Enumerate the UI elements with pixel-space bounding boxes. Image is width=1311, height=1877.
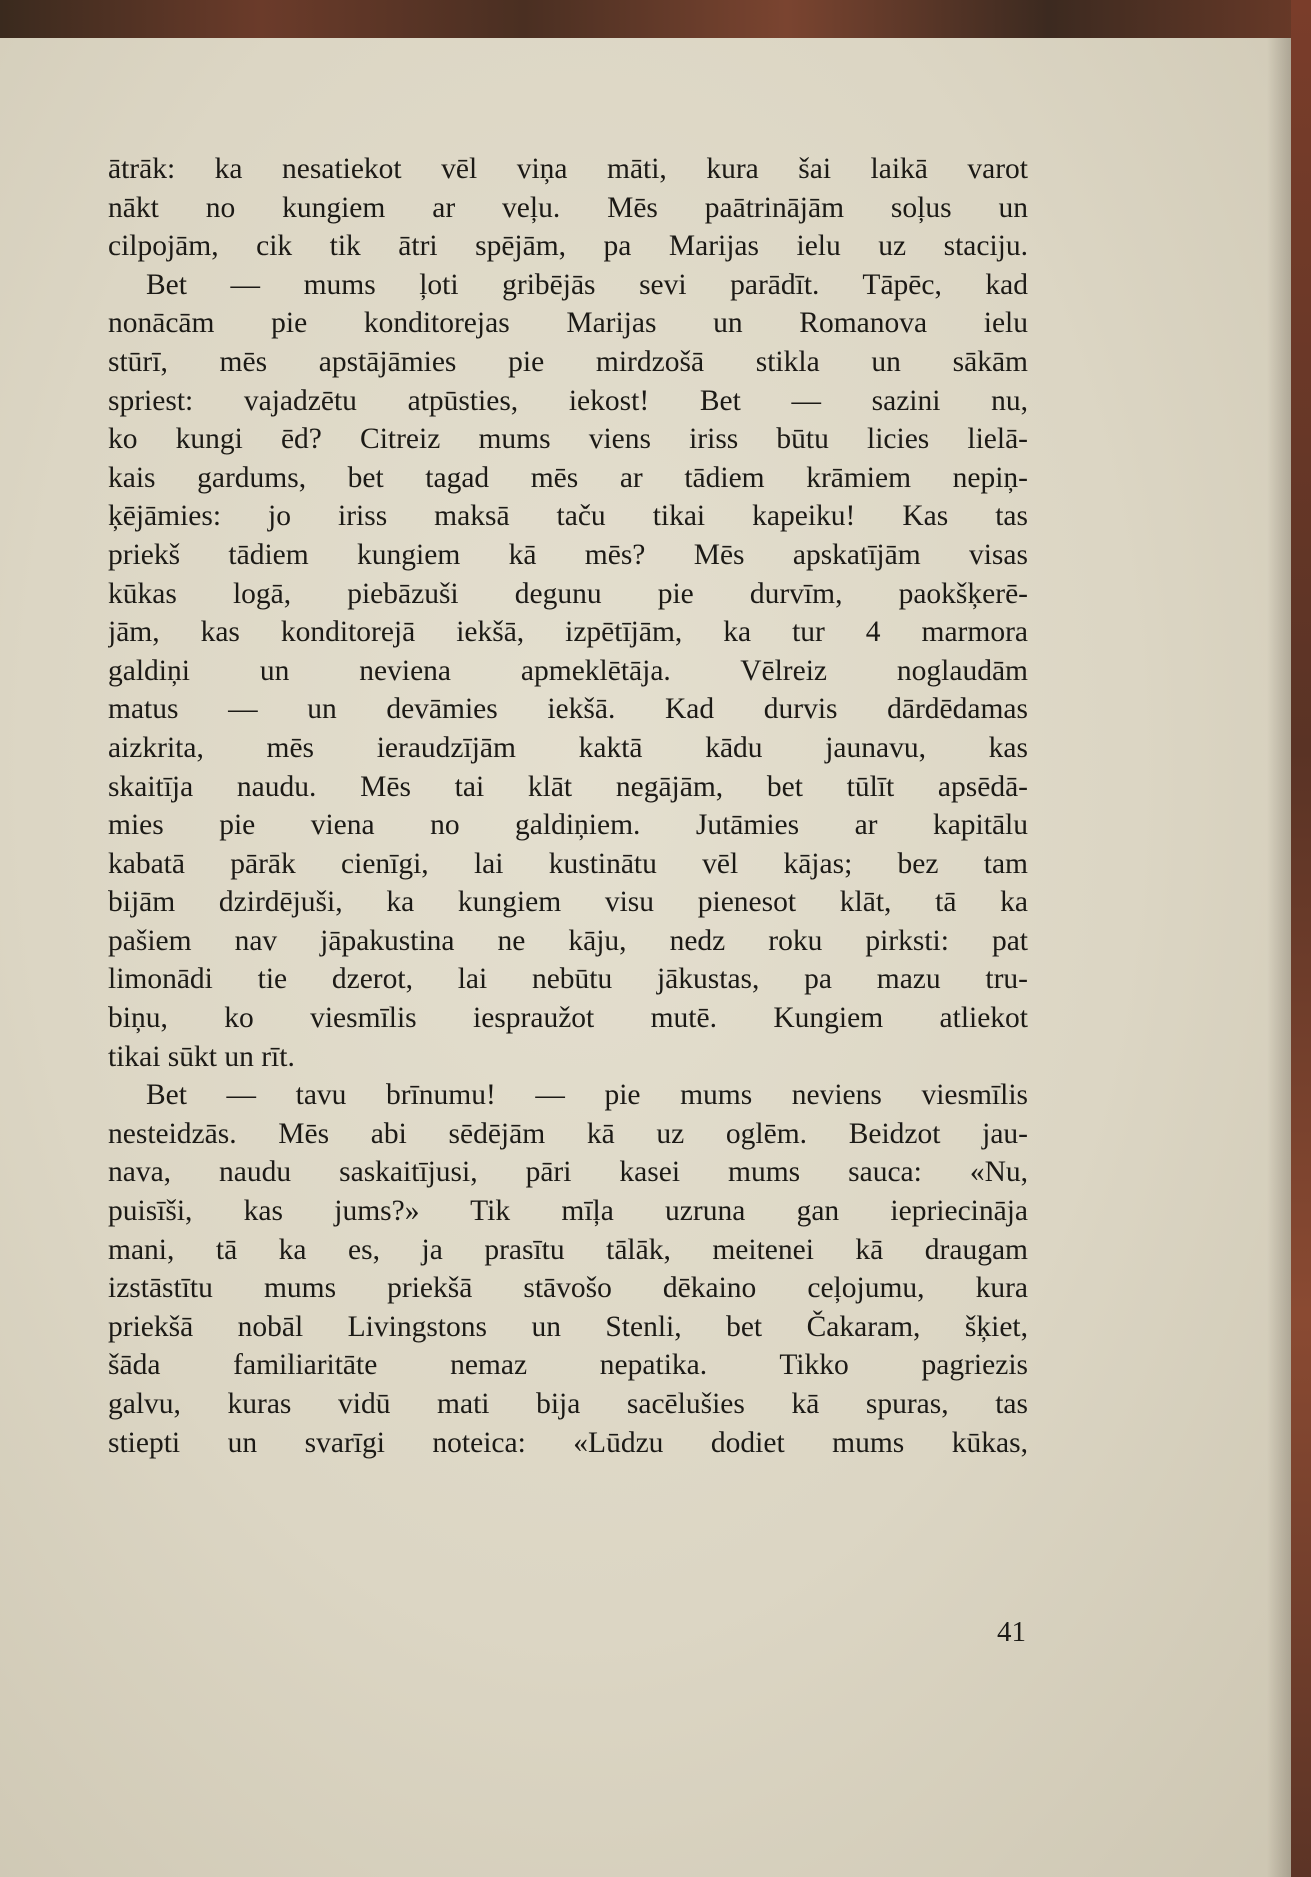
text-line: cilpojām, cik tik ātri spējām, pa Marijas ielu uz staciju. [108, 230, 1028, 263]
text-line: biņu, ko viesmīlis iesprаužot mutē. Kungiem atliekot [108, 1002, 1028, 1035]
text-line: priekšā nobāl Livingstons un Stenli, bet Čakaram, šķiet, [108, 1310, 1028, 1343]
text-line: matus — un devāmies iekšā. Kad durvis dārdēdamas [108, 693, 1028, 726]
text-line: stūrī, mēs apstājāmies pie mirdzošā stikla un sākām [108, 345, 1028, 378]
text-line: jām, kas konditorejā iekšā, izpētījām, ka tur 4 marmora [108, 616, 1028, 649]
text-line: nesteidzās. Mēs abi sēdējām kā uz oglēm. Beidzot jau- [108, 1117, 1028, 1150]
text-line: ātrāk: ka nesatiekot vēl viņa māti, kura šai laikā varot [108, 153, 1028, 185]
text-line: limonādi tie dzerot, lai nebūtu jākustas, pa mazu tru- [108, 963, 1028, 996]
book-right-edge [1291, 0, 1311, 1877]
text-line: priekš tādiem kungiem kā mēs? Mēs apskatījām visas [108, 538, 1028, 571]
text-line: nonācām pie konditorejas Marijas un Romanova ielu [108, 307, 1028, 340]
page-shadow [1267, 38, 1291, 1877]
text-line: puisīši, kas jums?» Tik mīļa uzruna gan iepriecināja [108, 1195, 1028, 1228]
text-line: galvu, kuras vidū mati bija sacēlušies kā spuras, tas [108, 1388, 1028, 1420]
text-line: nava, naudu saskaitījusi, pāri kasei mums sauca: «Nu, [108, 1156, 1028, 1189]
text-line: Bet — tavu brīnumu! — pie mums neviens viesmīlis [146, 1079, 1028, 1112]
text-line: izstāstītu mums priekšā stāvošo dēkaino ceļojumu, kura [108, 1272, 1028, 1305]
text-line: kūkas logā, piebāzuši degunu pie durvīm, paokšķerē- [108, 577, 1028, 610]
text-line: kais gardums, bet tagad mēs ar tādiem krāmiem nepiņ- [108, 461, 1028, 494]
text-line: Bet — mums ļoti gribējās sevi parādīt. Tāpēc, kad [146, 268, 1028, 301]
body-text [108, 150, 1028, 1462]
text-line: kabatā pārāk cienīgi, lai kustinātu vēl kājas; bez tam [108, 847, 1028, 880]
text-line: tikai sūkt un rīt. [108, 1040, 295, 1073]
text-line: stiepti un svarīgi noteica: «Lūdzu dodiet mums kūkas, [108, 1426, 1028, 1459]
text-line: šāda familiaritāte nemaz nepatika. Tikko pagriezis [108, 1349, 1028, 1382]
text-line: mies pie viena no galdiņiem. Jutāmies ar kapitālu [108, 809, 1028, 842]
text-line: ķējāmies: jo iriss maksā taču tikai kapeiku! Kas tas [108, 500, 1028, 533]
text-line: bijām dzirdējuši, ka kungiem visu pienesot klāt, tā ka [108, 886, 1028, 919]
text-line: mani, tā ka es, ja prasītu tālāk, meitenei kā draugam [108, 1233, 1028, 1266]
text-line: pašiem nav jāpakustina ne kāju, nedz roku pirksti: pat [108, 924, 1028, 957]
text-line: spriest: vajadzētu atpūsties, iekost! Bet — sazini nu, [108, 384, 1028, 417]
text-line: skaitīja naudu. Mēs tai klāt negājām, bet tūlīt apsēdā- [108, 770, 1028, 803]
book-top-edge [0, 0, 1311, 38]
text-line: galdiņi un neviena apmeklētāja. Vēlreiz noglaudām [108, 654, 1028, 687]
text-line: ko kungi ēd? Citreiz mums viens iriss būtu licies lielā- [108, 423, 1028, 456]
page-number: 41 [997, 1616, 1026, 1648]
text-line: nākt no kungiem ar veļu. Mēs paātrinājām soļus un [108, 191, 1028, 224]
text-line: aizkrita, mēs ieraudzījām kaktā kādu jaunavu, kas [108, 731, 1028, 764]
